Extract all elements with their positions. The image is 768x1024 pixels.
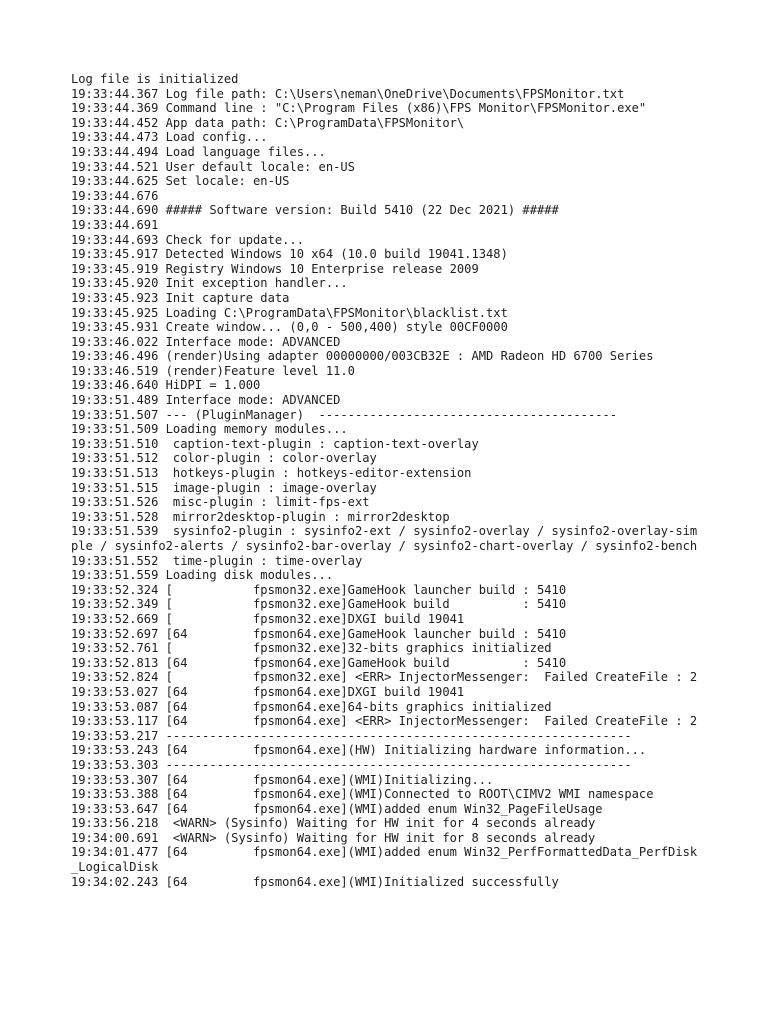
log-line: 19:34:01.477 [64 fpsmon64.exe](WMI)added enum Win32_PerfFormattedData_PerfDisk_LogicalDisk	[71, 845, 698, 875]
log-line: 19:33:51.528 mirror2desktop-plugin : mirror2desktop	[71, 509, 450, 524]
log-line: 19:33:44.452 App data path: C:\ProgramData\FPSMonitor\	[71, 115, 465, 130]
log-line: Log file is initialized	[71, 72, 239, 86]
log-line: 19:33:44.473 Load config...	[71, 130, 268, 145]
log-line: 19:33:53.388 [64 fpsmon64.exe](WMI)Connected to ROOT\CIMV2 WMI namespace	[71, 787, 654, 802]
log-line: 19:33:46.496 (render)Using adapter 00000000/003CB32E : AMD Radeon HD 6700 Series	[71, 349, 654, 364]
log-line: 19:33:53.307 [64 fpsmon64.exe](WMI)Initializing...	[71, 772, 494, 787]
log-line: 19:33:52.761 [ fpsmon32.exe]32-bits graphics initialized	[71, 641, 552, 656]
log-line: 19:33:46.022 Interface mode: ADVANCED	[71, 334, 341, 349]
log-line: 19:33:44.521 User default locale: en-US	[71, 159, 355, 174]
log-line: 19:33:46.519 (render)Feature level 11.0	[71, 363, 355, 378]
log-line: 19:33:51.509 Loading memory modules...	[71, 422, 348, 437]
log-line: 19:33:53.647 [64 fpsmon64.exe](WMI)added enum Win32_PageFileUsage	[71, 801, 603, 816]
log-line: 19:33:45.920 Init exception handler...	[71, 276, 348, 291]
log-line: 19:34:00.691 <WARN> (Sysinfo) Waiting for HW init for 8 seconds already	[71, 830, 596, 845]
log-line: 19:33:51.507 --- (PluginManager) -----------------------------------------	[71, 407, 618, 422]
log-line: 19:33:51.510 caption-text-plugin : caption-text-overlay	[71, 436, 479, 451]
log-line: 19:34:02.243 [64 fpsmon64.exe](WMI)Initialized successfully	[71, 874, 559, 889]
log-line: 19:33:51.489 Interface mode: ADVANCED	[71, 393, 341, 408]
log-line: 19:33:44.691	[71, 217, 159, 232]
log-text-block	[71, 72, 699, 889]
log-line: 19:33:52.813 [64 fpsmon64.exe]GameHook build : 5410	[71, 655, 567, 670]
log-line: 19:33:52.824 [ fpsmon32.exe] <ERR> InjectorMessenger: Failed CreateFile : 2	[71, 670, 698, 685]
log-line: 19:33:45.923 Init capture data	[71, 290, 290, 305]
log-line: 19:33:52.324 [ fpsmon32.exe]GameHook launcher build : 5410	[71, 582, 567, 597]
log-line: 19:33:53.117 [64 fpsmon64.exe] <ERR> InjectorMessenger: Failed CreateFile : 2	[71, 714, 698, 729]
log-line: 19:33:51.526 misc-plugin : limit-fps-ext	[71, 495, 370, 510]
log-line: 19:33:52.669 [ fpsmon32.exe]DXGI build 19041	[71, 611, 465, 626]
log-line: 19:33:44.494 Load language files...	[71, 144, 326, 159]
log-line: 19:33:44.625 Set locale: en-US	[71, 174, 290, 189]
log-line: 19:33:44.690 ##### Software version: Build 5410 (22 Dec 2021) #####	[71, 203, 559, 218]
log-line: 19:33:52.697 [64 fpsmon64.exe]GameHook launcher build : 5410	[71, 626, 567, 641]
log-line: 19:33:53.303 ----------------------------------------------------------------	[71, 757, 632, 772]
log-line: 19:33:51.539 sysinfo2-plugin : sysinfo2-ext / sysinfo2-overlay / sysinfo2-overlay-simple / sysinfo2-alerts / sysinfo2-bar-overlay / sysinfo2-chart-overlay / sysinfo2-bench	[71, 524, 698, 553]
log-line: 19:33:53.087 [64 fpsmon64.exe]64-bits graphics initialized	[71, 699, 552, 714]
log-line: 19:33:53.027 [64 fpsmon64.exe]DXGI build 19041	[71, 684, 465, 699]
log-line: 19:33:46.640 HiDPI = 1.000	[71, 378, 261, 393]
log-line: 19:33:52.349 [ fpsmon32.exe]GameHook build : 5410	[71, 597, 567, 612]
log-line: 19:33:45.931 Create window... (0,0 - 500,400) style 00CF0000	[71, 320, 508, 335]
log-line: 19:33:44.369 Command line : "C:\Program Files (x86)\FPS Monitor\FPSMonitor.exe"	[71, 101, 647, 116]
log-line: 19:33:45.925 Loading C:\ProgramData\FPSMonitor\blacklist.txt	[71, 305, 508, 320]
log-line: 19:33:44.367 Log file path: C:\Users\neman\OneDrive\Documents\FPSMonitor.txt	[71, 86, 625, 101]
log-line: 19:33:45.917 Detected Windows 10 x64 (10.0 build 19041.1348)	[71, 247, 508, 262]
log-line: 19:33:44.676	[71, 188, 159, 203]
log-line: 19:33:44.693 Check for update...	[71, 232, 304, 247]
log-line: 19:33:51.513 hotkeys-plugin : hotkeys-editor-extension	[71, 466, 472, 481]
log-line: 19:33:53.243 [64 fpsmon64.exe](HW) Initializing hardware information...	[71, 743, 647, 758]
log-line: 19:33:45.919 Registry Windows 10 Enterprise release 2009	[71, 261, 479, 276]
log-line: 19:33:56.218 <WARN> (Sysinfo) Waiting for HW init for 4 seconds already	[71, 816, 596, 831]
log-line: 19:33:51.559 Loading disk modules...	[71, 568, 334, 583]
log-line: 19:33:51.552 time-plugin : time-overlay	[71, 553, 363, 568]
log-line: 19:33:51.512 color-plugin : color-overlay	[71, 451, 377, 466]
log-line: 19:33:51.515 image-plugin : image-overlay	[71, 480, 377, 495]
log-line: 19:33:53.217 ----------------------------------------------------------------	[71, 728, 632, 743]
